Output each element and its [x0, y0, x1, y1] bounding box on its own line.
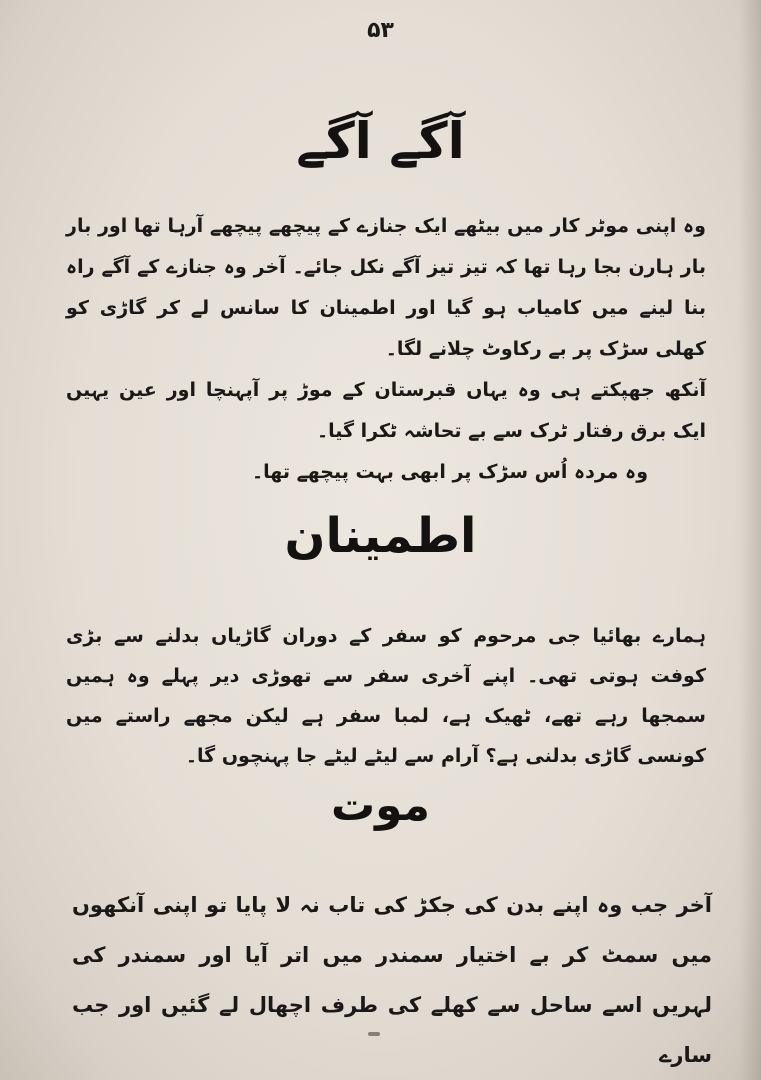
paragraph: وہ اپنی موٹر کار میں بیٹھے ایک جنازے کے پیچھے پیچھے آرہا تھا اور بار بار ہارن بجا رہا تھا کہ تیز تیز آگے نکل جائے۔ آخر وہ جنازے کے آگے راہ بنا لینے میں کامیاب ہو گیا اور اطمینان کا سانس لے کر گاڑی کو کھلی سڑک پر بے رکاوٹ چلانے لگا۔ — [66, 215, 706, 360]
paragraph: آخر جب وہ اپنے بدن کی جکڑ کی تاب نہ لا پایا تو اپنی آنکھوں میں سمٹ کر بے اختیار سمندر میں اتر آیا اور سمندر کی لہریں اسے ساحل سے کھلے کی طرف اچھال لے گئیں اور جب سارے — [72, 893, 712, 1067]
paragraph: ہمارے بھائیا جی مرحوم کو سفر کے دوران گاڑیاں بدلنے سے بڑی کوفت ہوتی تھی۔ اپنے آخری سفر سے تھوڑی دیر پہلے وہ ہمیں سمجھا رہے تھے، ٹھیک ہے، لمبا سفر ہے لیکن مجھے راستے میں کونسی گاڑی بدلنی ہے؟ آرام سے لیٹے لیٹے جا پہنچوں گا۔ — [66, 625, 706, 767]
section-body-itminan — [66, 616, 706, 776]
ink-speck — [368, 1032, 380, 1036]
paragraph: آنکھ جھپکتے ہی وہ یہاں قبرستان کے موڑ پر آپہنچا اور عین یہیں ایک برق رفتار ٹرک سے بے تحاشہ ٹکرا گیا۔ — [66, 379, 706, 442]
section-title-maut: موت — [330, 780, 431, 831]
section-body-maut — [72, 880, 712, 1080]
section-title-aage-aage: آگے آگے — [296, 112, 465, 170]
section-body-aage-aage — [66, 206, 706, 493]
page-number: ۵۳ — [367, 18, 394, 43]
paragraph: وہ مردہ اُس سڑک پر ابھی بہت پیچھے تھا۔ — [252, 461, 648, 483]
section-title-itminan: اطمینان — [284, 508, 477, 564]
